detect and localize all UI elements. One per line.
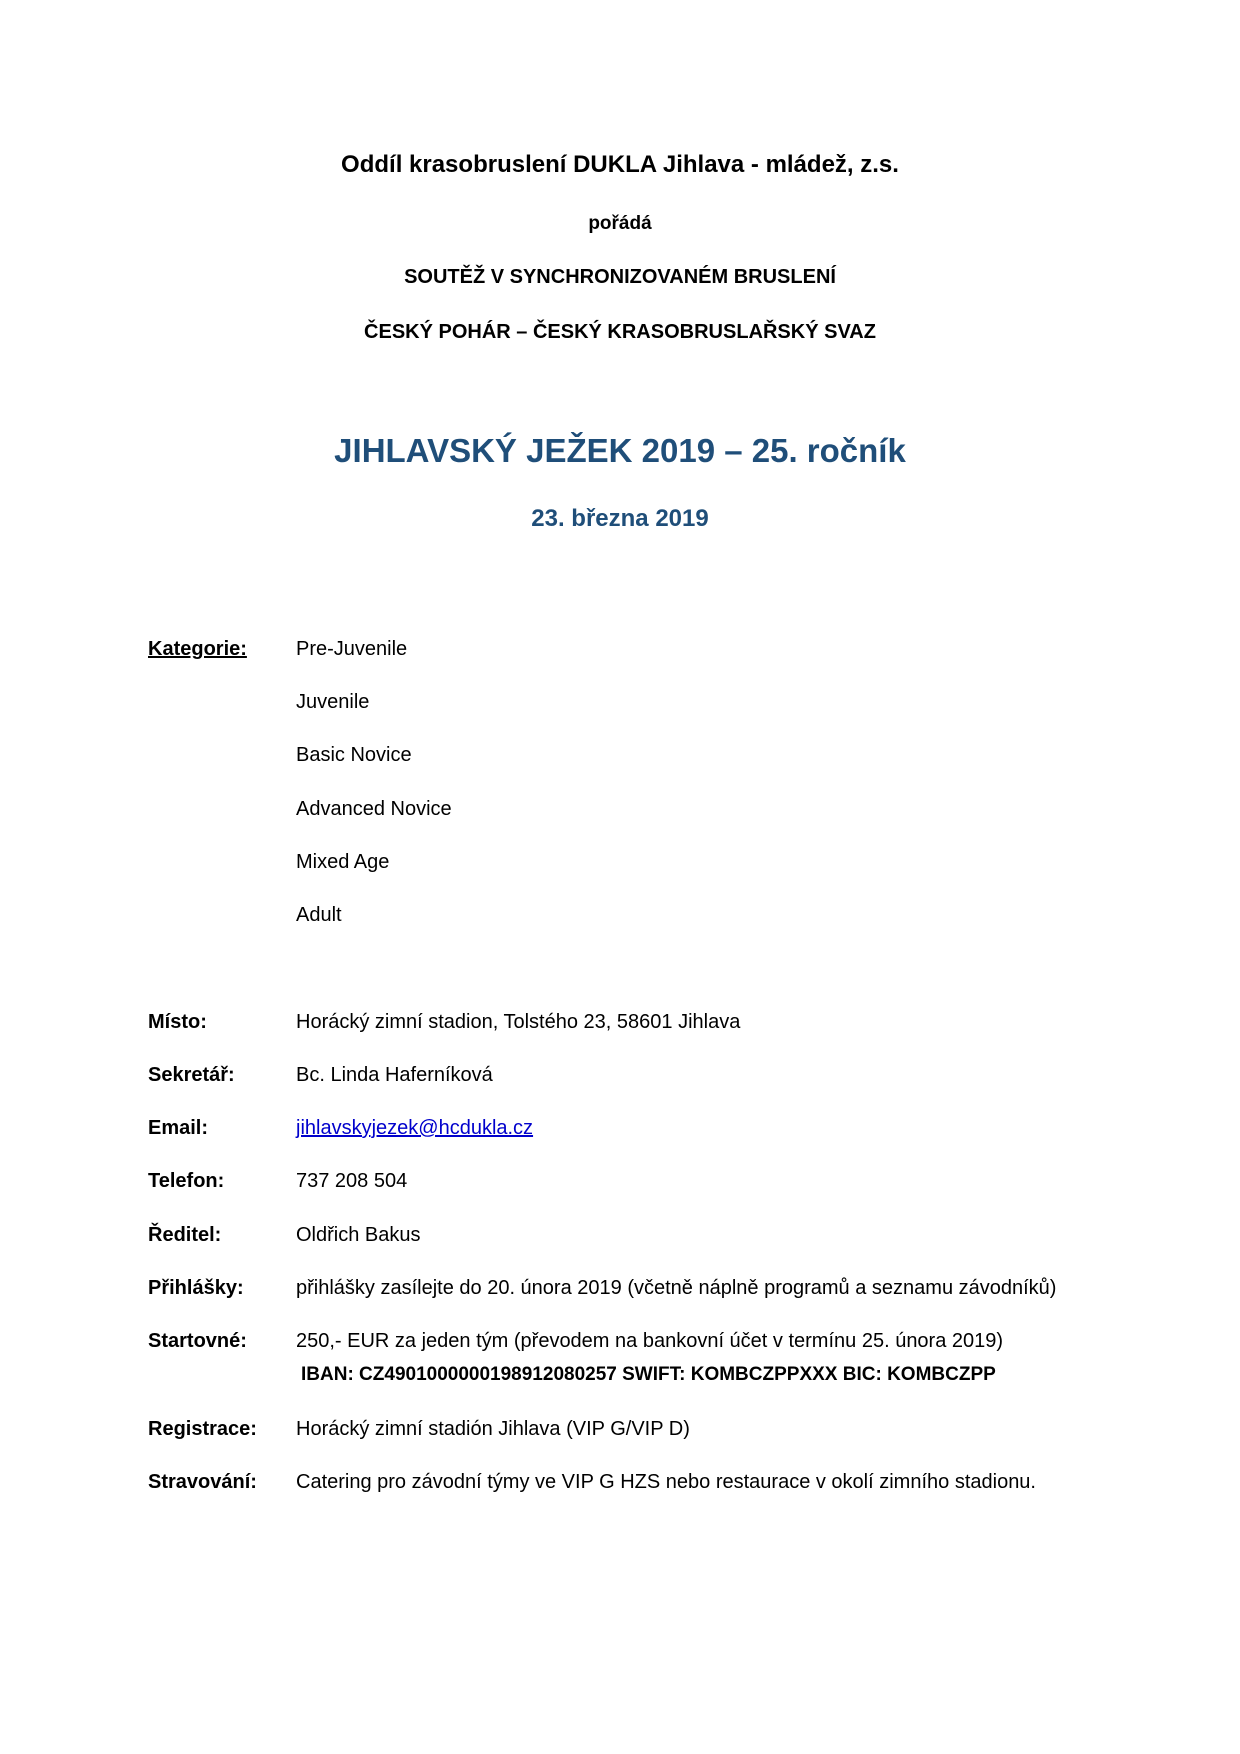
director-label: Ředitel:: [148, 1224, 222, 1246]
email-link[interactable]: jihlavskyjezek@hcdukla.cz: [296, 1117, 534, 1139]
director-value: Oldřich Bakus: [296, 1224, 421, 1246]
place-value: Horácký zimní stadion, Tolstého 23, 58601 Jihlava: [296, 1011, 741, 1033]
competition-series: ČESKÝ POHÁR – ČESKÝ KRASOBRUSLAŘSKÝ SVAZ: [364, 321, 876, 343]
category-item: Adult: [296, 904, 342, 926]
registration-label: Registrace:: [148, 1418, 257, 1440]
presents-text: pořádá: [588, 213, 652, 234]
place-label: Místo:: [148, 1011, 207, 1033]
category-item: Pre-Juvenile: [296, 638, 408, 660]
fee-value: 250,- EUR za jeden tým (převodem na bankovní účet v termínu 25. února 2019): [296, 1330, 1004, 1352]
catering-label: Stravování:: [148, 1471, 257, 1493]
phone-label: Telefon:: [148, 1170, 225, 1192]
phone-value: 737 208 504: [296, 1170, 408, 1192]
registration-value: Horácký zimní stadión Jihlava (VIP G/VIP D): [296, 1418, 690, 1440]
competition-name: SOUTĚŽ V SYNCHRONIZOVANÉM BRUSLENÍ: [404, 266, 836, 288]
secretary-value: Bc. Linda Haferníková: [296, 1064, 493, 1086]
applications-label: Přihlášky:: [148, 1277, 244, 1299]
fee-label: Startovné:: [148, 1330, 247, 1352]
secretary-label: Sekretář:: [148, 1064, 235, 1086]
bank-details: IBAN: CZ4901000000198912080257 SWIFT: KOMBCZPPXXX BIC: KOMBCZPP: [301, 1364, 996, 1385]
catering-value: Catering pro závodní týmy ve VIP G HZS nebo restaurace v okolí zimního stadionu.: [296, 1471, 1036, 1493]
event-date: 23. března 2019: [531, 505, 709, 532]
applications-value: přihlášky zasílejte do 20. února 2019 (včetně náplně programů a seznamu závodníků): [296, 1277, 1057, 1299]
email-label: Email:: [148, 1117, 209, 1139]
category-item: Advanced Novice: [296, 798, 452, 820]
event-title: JIHLAVSKÝ JEŽEK 2019 – 25. ročník: [334, 432, 906, 469]
category-item: Mixed Age: [296, 851, 390, 873]
categories-label: Kategorie:: [148, 638, 247, 660]
category-item: Juvenile: [296, 691, 370, 713]
category-item: Basic Novice: [296, 744, 412, 766]
organizer-name: Oddíl krasobruslení DUKLA Jihlava - mládež, z.s.: [341, 151, 899, 178]
